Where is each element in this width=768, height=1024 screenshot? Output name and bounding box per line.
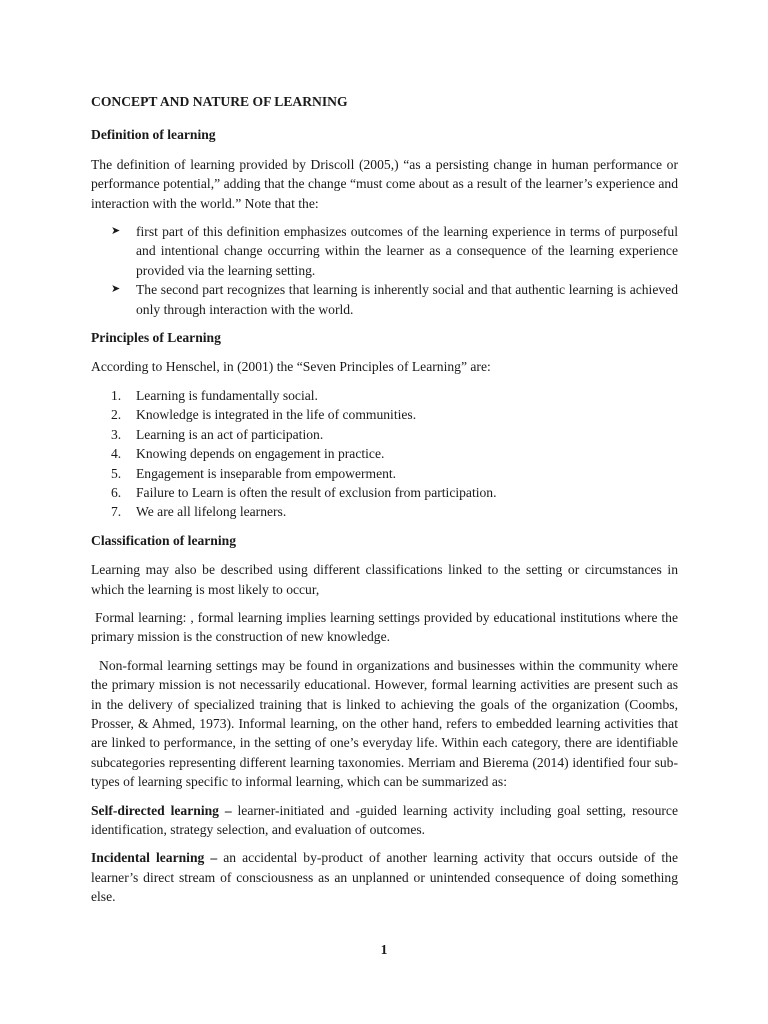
self-directed-learning-paragraph: [91, 801, 678, 840]
principles-intro: According to Henschel, in (2001) the “Seven Principles of Learning” are:: [91, 359, 491, 375]
list-text: Learning is fundamentally social.: [136, 387, 318, 403]
page-number: 1: [380, 942, 388, 957]
list-number: 2.: [111, 407, 122, 423]
incidental-learning-paragraph: [91, 848, 678, 906]
incidental-learning-text: an accidental by-product of another learning activity that occurs outside of the learner’s direct stream of consciousness as an unplanned or unintended consequence of doing something else.: [91, 850, 678, 905]
document-body: [91, 92, 678, 916]
list-text: Knowing depends on engagement in practice.: [136, 446, 385, 462]
definition-bullet-list: [91, 222, 678, 319]
arrow-bullet-icon: ➤: [111, 225, 121, 238]
definition-intro: The definition of learning provided by Driscoll (2005,) “as a persisting change in human performance or performance potential,” adding that the change “must come about as a result of the learner’s experience and interaction with the world.” Note that the:: [91, 156, 678, 211]
list-item: [91, 280, 678, 319]
list-number: 1.: [111, 387, 122, 403]
bullet-text: first part of this definition emphasizes outcomes of the learning experience in terms of purposeful and intentional change occurring within the learner as a consequence of the learning experience provided via the learning setting.: [136, 224, 678, 278]
definition-heading: Definition of learning: [91, 127, 216, 143]
self-directed-learning-text: learner-initiated and -guided learning activity including goal setting, resource identification, strategy selection, and evaluation of outcomes.: [91, 802, 678, 837]
incidental-learning-term: Incidental learning –: [91, 850, 218, 866]
list-text: Learning is an act of participation.: [136, 426, 324, 442]
list-item: [91, 464, 678, 483]
list-number: 6.: [111, 484, 122, 500]
classification-paragraph-1: Learning may also be described using different classifications linked to the setting or circumstances in which the learning is most likely to occur,: [91, 562, 678, 597]
formal-learning-paragraph: Formal learning: , formal learning implies learning settings provided by educational institutions where the primary mission is the construction of new knowledge.: [91, 609, 678, 645]
classification-heading: Classification of learning: [91, 532, 236, 548]
non-formal-learning-paragraph: Non-formal learning settings may be found in organizations and businesses within the community where the primary mission is not necessarily educational. However, formal learning activities are present such as in the delivery of specialized training that is linked to achieving the goals of the organization (Coombs, Prosser, & Ahmed, 1973). Informal learning, on the other hand, refers to embedded learning activities that are linked to performance, in the setting of one’s everyday life. Within each category, there are identifiable subcategories representing different learning taxonomies. Merriam and Bierema (2014) identified four sub-types of learning specific to informal learning, which can be summarized as:: [91, 657, 678, 790]
list-item: [91, 222, 678, 280]
list-item: [91, 425, 678, 444]
list-text: Failure to Learn is often the result of exclusion from participation.: [136, 484, 497, 500]
principles-heading: Principles of Learning: [91, 330, 221, 346]
list-number: 7.: [111, 504, 122, 520]
list-item: [91, 502, 678, 521]
document-title: CONCEPT AND NATURE OF LEARNING: [91, 94, 348, 109]
principles-list: [91, 386, 678, 522]
list-item: [91, 405, 678, 424]
bullet-text: The second part recognizes that learning is inherently social and that authentic learning is achieved only through interaction with the world.: [136, 282, 678, 317]
list-number: 5.: [111, 465, 122, 481]
list-text: Knowledge is integrated in the life of communities.: [136, 407, 417, 423]
list-text: We are all lifelong learners.: [136, 504, 287, 520]
self-directed-learning-term: Self-directed learning –: [91, 802, 232, 818]
arrow-bullet-icon: ➤: [111, 283, 121, 296]
list-item: [91, 444, 678, 463]
list-item: [91, 483, 678, 502]
list-number: 4.: [111, 446, 122, 462]
list-item: [91, 386, 678, 405]
list-number: 3.: [111, 426, 122, 442]
list-text: Engagement is inseparable from empowerment.: [136, 465, 397, 481]
